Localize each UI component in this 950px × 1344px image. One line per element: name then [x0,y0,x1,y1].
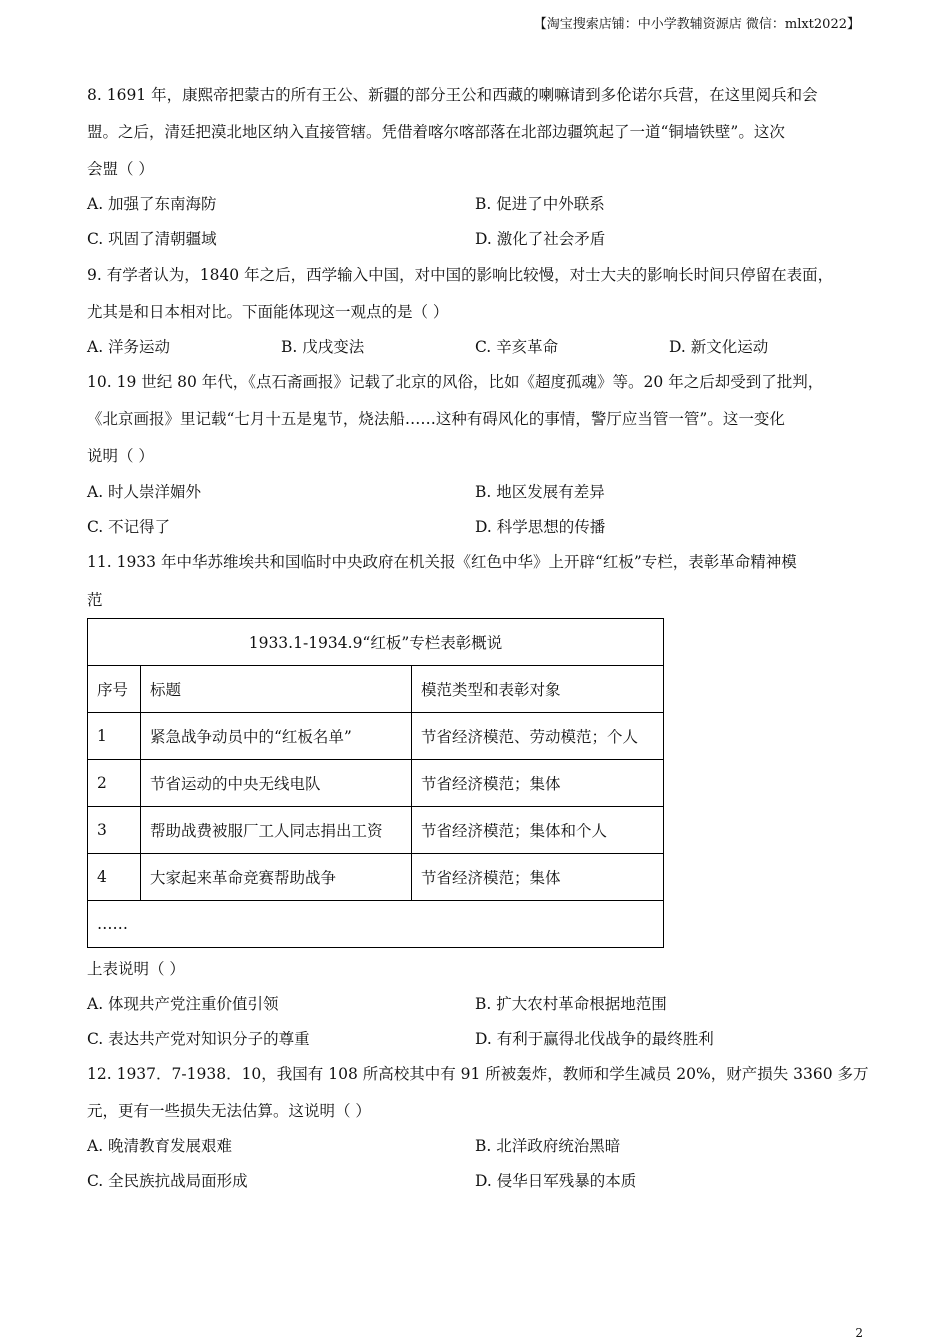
q10-line-3: 说明（ ） [87,447,154,465]
table-cell: 节省运动的中央无线电队 [141,760,412,807]
table-header-cell: 标题 [141,666,412,713]
q8-option-b: B. 促进了中外联系 [475,195,605,213]
table-caption-row [88,619,664,666]
q10-option-b: B. 地区发展有差异 [475,483,605,501]
q11-option-b: B. 扩大农村革命根据地范围 [475,995,667,1013]
q9-line-2: 尤其是和日本相对比。下面能体现这一观点的是（ ） [87,303,449,321]
table-cell: 节省经济模范；集体 [412,854,664,901]
q11-after-table: 上表说明（ ） [87,960,185,978]
table-cell: 紧急战争动员中的“红板名单” [141,713,412,760]
table-caption: 1933.1-1934.9“红板”专栏表彰概说 [88,619,664,666]
q11-line-2: 范 [87,591,103,609]
table-cell: 4 [88,854,141,901]
q11-option-c: C. 表达共产党对知识分子的尊重 [87,1030,310,1048]
q12-line-2: 元，更有一些损失无法估算。这说明（ ） [87,1102,371,1120]
q9-line-1: 9. 有学者认为，1840 年之后，西学输入中国，对中国的影响比较慢，对士大夫的影响长时间只停留在表面， [87,266,834,284]
table-header-cell: 序号 [88,666,141,713]
q8-option-c: C. 巩固了清朝疆域 [87,230,217,248]
q9-option-c: C. 辛亥革命 [475,338,559,356]
table-row [88,854,664,901]
q12-option-c: C. 全民族抗战局面形成 [87,1172,248,1190]
q12-option-d: D. 侵华日军残暴的本质 [475,1172,637,1190]
q8-line-1: 8. 1691 年，康熙帝把蒙古的所有王公、新疆的部分王公和西藏的喇嘛请到多伦诺尔兵营，在这里阅兵和会 [87,86,818,104]
table-row [88,713,664,760]
q11-option-a: A. 体现共产党注重价值引领 [87,995,279,1013]
honor-table [87,618,664,948]
page-number: 2 [855,1326,863,1340]
table-header-cell: 模范类型和表彰对象 [412,666,664,713]
table-header-row [88,666,664,713]
q10-line-2: 《北京画报》里记载“七月十五是鬼节，烧法船……这种有碍风化的事情，警厅应当管一管”。这一变化 [87,410,785,428]
q10-option-c: C. 不记得了 [87,518,171,536]
page-header: 【淘宝搜索店铺：中小学教辅资源店 微信：mlxt2022】 [533,17,860,32]
q11-line-1: 11. 1933 年中华苏维埃共和国临时中央政府在机关报《红色中华》上开辟“红板”专栏，表彰革命精神模 [87,553,797,571]
table-cell: 大家起来革命竞赛帮助战争 [141,854,412,901]
table-cell: 1 [88,713,141,760]
table-cell: 2 [88,760,141,807]
q11-option-d: D. 有利于赢得北伐战争的最终胜利 [475,1030,714,1048]
table-row [88,807,664,854]
q10-option-d: D. 科学思想的传播 [475,518,606,536]
q12-line-1: 12. 1937．7-1938．10，我国有 108 所高校其中有 91 所被轰炸，教师和学生减员 20%，财产损失 3360 多万 [87,1065,869,1083]
q8-option-a: A. 加强了东南海防 [87,195,217,213]
table-ellipsis: …… [88,901,664,948]
table-cell: 节省经济模范、劳动模范；个人 [412,713,664,760]
q12-option-b: B. 北洋政府统治黑暗 [475,1137,621,1155]
q9-option-d: D. 新文化运动 [669,338,769,356]
table-cell: 节省经济模范；集体 [412,760,664,807]
table-row [88,760,664,807]
q8-line-2: 盟。之后，清廷把漠北地区纳入直接管辖。凭借着喀尔喀部落在北部边疆筑起了一道“铜墙铁壁”。这次 [87,123,785,141]
q10-option-a: A. 时人崇洋媚外 [87,483,202,501]
q12-option-a: A. 晚清教育发展艰难 [87,1137,233,1155]
q8-line-3: 会盟（ ） [87,160,154,178]
q8-option-d: D. 激化了社会矛盾 [475,230,606,248]
table-cell: 节省经济模范；集体和个人 [412,807,664,854]
table-ellipsis-row [88,901,664,948]
q9-option-a: A. 洋务运动 [87,338,171,356]
table-cell: 3 [88,807,141,854]
q10-line-1: 10. 19 世纪 80 年代，《点石斋画报》记载了北京的风俗，比如《超度孤魂》等。20 年之后却受到了批判， [87,373,824,391]
table-cell: 帮助战费被服厂工人同志捐出工资 [141,807,412,854]
q9-option-b: B. 戊戌变法 [281,338,365,356]
